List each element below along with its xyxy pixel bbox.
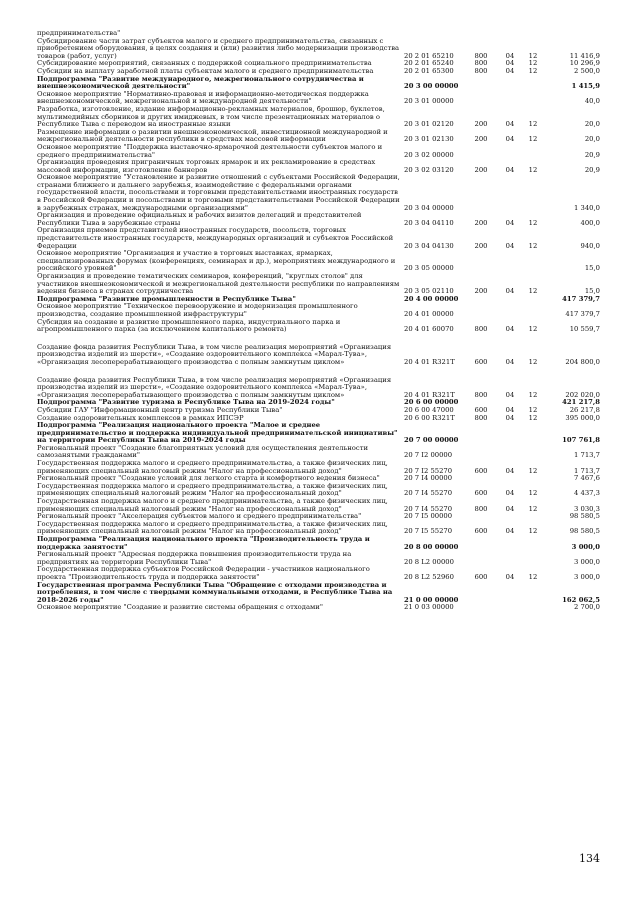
- row-section: [498, 174, 522, 212]
- row-section: 04: [505, 241, 515, 250]
- row-section: 04: [505, 66, 515, 75]
- table-row: [37, 144, 600, 159]
- row-section: 04: [505, 357, 515, 366]
- row-subsection: [522, 303, 544, 318]
- row-amount: 10 296,9: [569, 59, 600, 68]
- row-subsection: 12: [528, 466, 538, 475]
- row-amount: 417 379,7: [565, 309, 600, 318]
- row-code: 20 2 01 65210: [404, 51, 454, 60]
- row-subsection: 12: [528, 218, 538, 227]
- row-amount: [544, 30, 600, 38]
- row-amount: 1 713,7: [574, 466, 600, 475]
- row-amount: 107 761,8: [562, 436, 600, 445]
- row-name: Государственная поддержка субъектов Российской Федерации - участников национального проекта "Производительность труда и поддержка занятости": [37, 565, 370, 581]
- row-section: 04: [505, 51, 515, 60]
- row-subsection: 12: [528, 135, 538, 144]
- row-expense-type: [464, 422, 498, 445]
- table-row: [37, 250, 600, 273]
- row-code: 20 3 02 00000: [404, 150, 454, 159]
- row-name: Основное мероприятие "Организация и участие в торговых выставках, ярмарках, специализированных форумах (конференциях, семинарах и др.), мероприятиях международного и российского уровней": [37, 249, 396, 273]
- document-page: [37, 30, 600, 612]
- table-row: [37, 483, 600, 498]
- row-amount: 7 467,6: [574, 474, 600, 483]
- row-subsection: 12: [528, 51, 538, 60]
- row-subsection: 12: [528, 357, 538, 366]
- row-section: 04: [505, 287, 515, 296]
- budget-table-body: [37, 30, 600, 612]
- row-section: 04: [505, 413, 515, 422]
- row-code: [404, 30, 464, 38]
- row-code: 20 8 L2 52960: [404, 572, 454, 581]
- row-section: [498, 513, 522, 521]
- row-section: 04: [505, 120, 515, 129]
- table-row: [37, 212, 600, 227]
- row-amount: 2 500,0: [574, 66, 600, 75]
- row-name: Субсидирование мероприятий, связанных с поддержкой социального предпринимательства: [37, 59, 372, 68]
- row-code: 20 3 04 04110: [404, 218, 454, 227]
- row-name: Региональный проект "Адресная поддержка повышения производительности труда на предприятиях на территории Республики Тыва": [37, 550, 352, 566]
- row-subsection: [522, 144, 544, 159]
- row-subsection: [522, 475, 544, 483]
- row-code: 20 7 I2 00000: [404, 451, 453, 460]
- row-code: 20 3 01 02130: [404, 135, 454, 144]
- row-subsection: 12: [528, 527, 538, 536]
- row-name: Субсидирование части затрат субъектов малого и среднего предпринимательства, связанных с приобретением оборудования, в целях создания и (или) развития либо модернизации производства товаров (работ, услуг): [37, 36, 400, 60]
- row-amount: 20,0: [584, 120, 600, 129]
- row-code: 20 4 01 00000: [404, 309, 454, 318]
- row-code: 20 7 I5 55270: [404, 527, 453, 536]
- row-name: предпринимательства": [37, 29, 121, 37]
- row-name: Государственная поддержка малого и среднего предпринимательства, а также физических лиц, применяющих специальный налоговый режим "Налог на профессиональный доход": [37, 481, 388, 498]
- table-row: [37, 319, 600, 334]
- row-name: Подпрограмма "Реализация национального проекта "Производительность труда и поддержка занятости": [37, 535, 370, 551]
- row-amount: 20,9: [584, 165, 600, 174]
- table-row: [37, 344, 600, 367]
- row-code: 20 7 00 00000: [404, 436, 459, 445]
- row-code: 21 0 03 00000: [404, 603, 454, 612]
- table-row: [37, 129, 600, 144]
- row-amount: 400,0: [580, 218, 600, 227]
- row-amount: 15,0: [584, 264, 600, 273]
- row-name: Организация приемов представителей иностранных государств, посольств, торговых представительств иностранных государств, международных организаций и субъектов Российской Федерации: [37, 226, 394, 250]
- row-name: Субсидия на создание и развитие промышленного парка, индустриального парка и агропромышленного парка (за исключением капитального ремонта): [37, 317, 341, 334]
- row-expense-type: [464, 604, 498, 612]
- row-subsection: 12: [528, 489, 538, 498]
- row-name: Размещение информации о развитии внешнеэкономической, инвестиционной международной и межрегиональной деятельности республики в средствах массовой информации: [37, 127, 388, 144]
- table-row: [37, 604, 600, 612]
- row-amount: 1 415,9: [571, 82, 600, 91]
- row-section: [498, 30, 522, 38]
- row-expense-type: 600: [474, 489, 488, 498]
- row-expense-type: 200: [474, 287, 488, 296]
- row-name: Организация и проведение тематических семинаров, конференций, "круглых столов" для участников внешнеэкономической и межрегиональной деятельности республики по направлениям ведения бизнеса в странах сотрудничества: [37, 272, 400, 296]
- row-section: 04: [505, 527, 515, 536]
- row-name: Основное мероприятие "Техническое перевооружение и модернизация промышленного производства, создание промышленной инфраструктуры": [37, 302, 358, 318]
- row-amount: 162 062,5: [562, 595, 600, 604]
- row-amount: 3 030,3: [574, 504, 600, 513]
- row-expense-type: [464, 174, 498, 212]
- row-expense-type: [464, 296, 498, 304]
- row-code: 20 3 01 00000: [404, 97, 454, 106]
- row-section: [498, 422, 522, 445]
- row-expense-type: [464, 144, 498, 159]
- row-subsection: 12: [528, 241, 538, 250]
- row-section: [498, 551, 522, 566]
- row-name: Основное мероприятие "Установление и развитие отношений с субъектами Российской Федерации, странами ближнего и дальнего зарубежья, взаимодействие с федеральными органами государственной власти, посольствами и торговыми представительствами иностранных государств в Российской Федерации и посольствами и торговыми представительствами Российской Федерации в зарубежных странах, международными организациями": [37, 173, 400, 212]
- row-expense-type: [464, 582, 498, 605]
- row-subsection: [522, 445, 544, 460]
- row-subsection: 12: [528, 390, 538, 399]
- table-row: [37, 76, 600, 91]
- row-name: Создание оздоровительных комплексов в рамках ИПСЭР: [37, 413, 244, 422]
- row-code: 20 7 I4 55270: [404, 504, 453, 513]
- row-subsection: [522, 551, 544, 566]
- table-row: [37, 566, 600, 581]
- row-code: 20 3 05 02110: [404, 287, 454, 296]
- row-expense-type: [464, 303, 498, 318]
- row-expense-type: [464, 250, 498, 273]
- row-subsection: 12: [528, 325, 538, 334]
- row-subsection: [522, 250, 544, 273]
- row-code: 20 3 04 00000: [404, 203, 454, 212]
- row-amount: 4 437,3: [574, 489, 600, 498]
- row-name: Государственная поддержка малого и среднего предпринимательства, а также физических лиц, применяющих специальный налоговый режим "Налог на профессиональный доход": [37, 519, 388, 536]
- row-section: 04: [505, 504, 515, 513]
- row-name: Создание фонда развития Республики Тыва, в том числе реализация мероприятий «Организация производства изделий из шерсти», «Создание оздоровительного комплекса «Марал-Тува», «Организация лесоперерабатывающего производства с полным замкнутым циклом»: [37, 375, 392, 399]
- row-expense-type: 800: [474, 504, 488, 513]
- row-name: Разработка, изготовление, издание информационно-рекламных материалов, брошюр, буклетов, мультимедийных сборников и других имиджевых, в том числе презентационных материалов о Республике Тыва с переводом на иностранные языки: [37, 104, 385, 129]
- row-name: Основное мероприятие "Поддержка выставочно-ярмарочной деятельности субъектов малого и среднего предпринимательства": [37, 142, 383, 159]
- page-number: 134: [579, 852, 600, 865]
- row-subsection: 12: [528, 504, 538, 513]
- row-section: 04: [505, 218, 515, 227]
- row-code: 20 6 00 47000: [404, 405, 454, 414]
- row-section: 04: [505, 405, 515, 414]
- row-expense-type: [464, 76, 498, 91]
- row-section: 04: [505, 325, 515, 334]
- row-code: 20 6 00 00000: [404, 398, 459, 407]
- row-code: 20 4 01 R321T: [404, 390, 455, 399]
- row-expense-type: [464, 536, 498, 551]
- row-name: Государственная поддержка малого и среднего предпринимательства, а также физических лиц, применяющих специальный налоговый режим "Налог на профессиональный доход": [37, 459, 388, 475]
- row-name: Организация и проведение официальных и рабочих визитов делегаций и представителей Республики Тыва в зарубежные страны: [37, 211, 362, 227]
- row-expense-type: [464, 30, 498, 38]
- row-section: [498, 296, 522, 304]
- row-section: [498, 604, 522, 612]
- row-name: Региональный проект "Создание благоприятных условий для осуществления деятельности самозанятыми гражданами": [37, 443, 368, 460]
- table-row: [37, 38, 600, 61]
- table-row: [37, 551, 600, 566]
- row-amount: 204 800,0: [565, 357, 600, 366]
- row-subsection: 12: [528, 165, 538, 174]
- row-amount: 3 000,0: [574, 557, 600, 566]
- row-subsection: [522, 513, 544, 521]
- row-expense-type: 800: [474, 59, 488, 68]
- row-code: 20 4 00 00000: [404, 294, 459, 303]
- row-section: [498, 475, 522, 483]
- row-subsection: [522, 76, 544, 91]
- table-row: [37, 377, 600, 400]
- row-amount: 1 340,0: [574, 203, 600, 212]
- row-section: [498, 250, 522, 273]
- row-name: Региональный проект "Акселерация субъектов малого и среднего предпринимательства": [37, 512, 362, 521]
- table-row: [37, 422, 600, 445]
- row-section: [498, 536, 522, 551]
- row-amount: 11 416,9: [569, 51, 600, 60]
- table-row: [37, 227, 600, 250]
- table-row: [37, 445, 600, 460]
- row-subsection: 12: [528, 120, 538, 129]
- table-row: [37, 174, 600, 212]
- table-row: [37, 521, 600, 536]
- row-subsection: 12: [528, 66, 538, 75]
- row-name: Основное мероприятие "Нормативно-правовая и информационно-методическая поддержка внешнеэкономической, межрегиональной и международной деятельности": [37, 89, 369, 106]
- row-section: [498, 144, 522, 159]
- row-amount: 15,0: [584, 287, 600, 296]
- row-code: 20 3 01 02120: [404, 120, 454, 129]
- row-name: Подпрограмма "Развитие туризма в Республике Тыва на 2019-2024 годы": [37, 398, 335, 407]
- row-code: 20 6 00 R321T: [404, 413, 455, 422]
- table-row: [37, 273, 600, 296]
- row-name: Создание фонда развития Республики Тыва, в том числе реализация мероприятий «Организация производства изделий из шерсти», «Создание оздоровительного комплекса «Марал-Тува», «Организация лесоперерабатывающего производства с полным замкнутым циклом»: [37, 342, 392, 366]
- row-expense-type: 600: [474, 405, 488, 414]
- row-amount: 417 379,7: [562, 294, 600, 303]
- row-code: 20 8 L2 00000: [404, 557, 454, 566]
- row-subsection: [522, 604, 544, 612]
- row-amount: 40,0: [584, 97, 600, 106]
- row-amount: 26 217,8: [569, 405, 600, 414]
- row-name: Подпрограмма "Реализация национального проекта "Малое и среднее предпринимательство и поддержка индивидуальной предпринимательской инициативы" на территории Республики Тыва на 2019-2024 годы: [37, 421, 398, 445]
- row-name: Региональный проект "Создание условий для легкого старта и комфортного ведения бизнеса": [37, 474, 380, 483]
- row-amount: 98 580,5: [569, 527, 600, 536]
- row-code: 20 7 I4 00000: [404, 474, 453, 483]
- row-section: 04: [505, 572, 515, 581]
- row-subsection: [522, 296, 544, 304]
- row-name: Организация проведения приграничных торговых ярмарок и их рекламирование в средствах массовой информации, изготовление баннеров: [37, 158, 376, 174]
- row-amount: 3 000,0: [574, 572, 600, 581]
- row-code: 20 4 01 60070: [404, 325, 454, 334]
- table-row: [37, 536, 600, 551]
- row-expense-type: 200: [474, 165, 488, 174]
- row-amount: 1 713,7: [574, 451, 600, 460]
- table-row: [37, 460, 600, 475]
- row-section: 04: [505, 165, 515, 174]
- table-row: [37, 91, 600, 106]
- row-name: Субсидии на выплату заработной платы субъектам малого и среднего предпринимательства: [37, 66, 374, 75]
- row-code: 20 3 05 00000: [404, 264, 454, 273]
- row-code: 20 8 00 00000: [404, 542, 459, 551]
- row-expense-type: 600: [474, 527, 488, 536]
- row-expense-type: 600: [474, 572, 488, 581]
- row-expense-type: 800: [474, 66, 488, 75]
- row-expense-type: 800: [474, 51, 488, 60]
- row-subsection: [522, 422, 544, 445]
- row-section: [498, 303, 522, 318]
- row-expense-type: 200: [474, 120, 488, 129]
- row-expense-type: 200: [474, 135, 488, 144]
- table-row: [37, 498, 600, 513]
- row-section: 04: [505, 489, 515, 498]
- row-name: Подпрограмма "Развитие международного, межрегионального сотрудничества и внешнеэкономической деятельности": [37, 74, 364, 91]
- row-subsection: [522, 174, 544, 212]
- row-code: 21 0 00 00000: [404, 595, 459, 604]
- row-section: 04: [505, 135, 515, 144]
- row-subsection: [522, 91, 544, 106]
- row-expense-type: [464, 445, 498, 460]
- table-row: [37, 159, 600, 174]
- row-subsection: [522, 582, 544, 605]
- budget-table: [37, 30, 600, 612]
- row-section: [498, 582, 522, 605]
- row-expense-type: 800: [474, 390, 488, 399]
- row-section: 04: [505, 59, 515, 68]
- row-expense-type: 600: [474, 357, 488, 366]
- row-section: [498, 445, 522, 460]
- row-code: 20 3 00 00000: [404, 82, 459, 91]
- row-code: 20 3 02 03120: [404, 165, 454, 174]
- row-expense-type: 800: [474, 325, 488, 334]
- row-code: 20 7 I5 00000: [404, 512, 453, 521]
- row-amount: 2 700,0: [574, 603, 600, 612]
- row-name: Государственная поддержка малого и среднего предпринимательства, а также физических лиц, применяющих специальный налоговый режим "Налог на профессиональный доход": [37, 497, 388, 513]
- row-name: Государственная программа Республики Тыва "Обращение с отходами производства и потребления, в том числе с твердыми коммунальными отходами, в Республике Тыва на 2018-2026 годы": [37, 580, 393, 604]
- row-subsection: 12: [528, 405, 538, 414]
- row-expense-type: [464, 475, 498, 483]
- row-expense-type: 200: [474, 241, 488, 250]
- row-name: Подпрограмма "Развитие промышленности в Республике Тыва": [37, 294, 296, 303]
- row-amount: 202 020,0: [565, 390, 600, 399]
- row-subsection: 12: [528, 413, 538, 422]
- row-expense-type: 200: [474, 218, 488, 227]
- row-expense-type: [464, 91, 498, 106]
- row-section: 04: [505, 390, 515, 399]
- table-row: [37, 106, 600, 129]
- row-expense-type: [464, 513, 498, 521]
- row-section: [498, 76, 522, 91]
- row-expense-type: [464, 551, 498, 566]
- row-subsection: 12: [528, 572, 538, 581]
- row-code: 20 2 01 65300: [404, 66, 454, 75]
- row-expense-type: 800: [474, 413, 488, 422]
- row-section: [498, 91, 522, 106]
- table-row: [37, 303, 600, 318]
- row-amount: 20,0: [584, 135, 600, 144]
- row-code: 20 7 I2 55270: [404, 466, 453, 475]
- row-subsection: 12: [528, 59, 538, 68]
- row-section: 04: [505, 466, 515, 475]
- row-amount: 10 559,7: [569, 325, 600, 334]
- row-subsection: 12: [528, 287, 538, 296]
- row-name: Основное мероприятие "Создание и развитие системы обращения с отходами": [37, 603, 323, 612]
- row-code: 20 7 I4 55270: [404, 489, 453, 498]
- row-code: 20 3 04 04130: [404, 241, 454, 250]
- row-amount: 421 217,8: [562, 398, 600, 407]
- row-code: 20 2 01 65240: [404, 59, 454, 68]
- row-name: Субсидии ГАУ "Информационный центр туризма Республики Тыва": [37, 405, 283, 414]
- table-row: [37, 582, 600, 605]
- row-subsection: [522, 30, 544, 38]
- row-amount: 98 580,5: [569, 512, 600, 521]
- row-amount: 395 000,0: [565, 413, 600, 422]
- row-code: 20 4 01 R321T: [404, 357, 455, 366]
- row-subsection: [522, 536, 544, 551]
- row-expense-type: 600: [474, 466, 488, 475]
- row-amount: 20,9: [584, 150, 600, 159]
- row-amount: 3 000,0: [571, 542, 600, 551]
- row-amount: 940,0: [580, 241, 600, 250]
